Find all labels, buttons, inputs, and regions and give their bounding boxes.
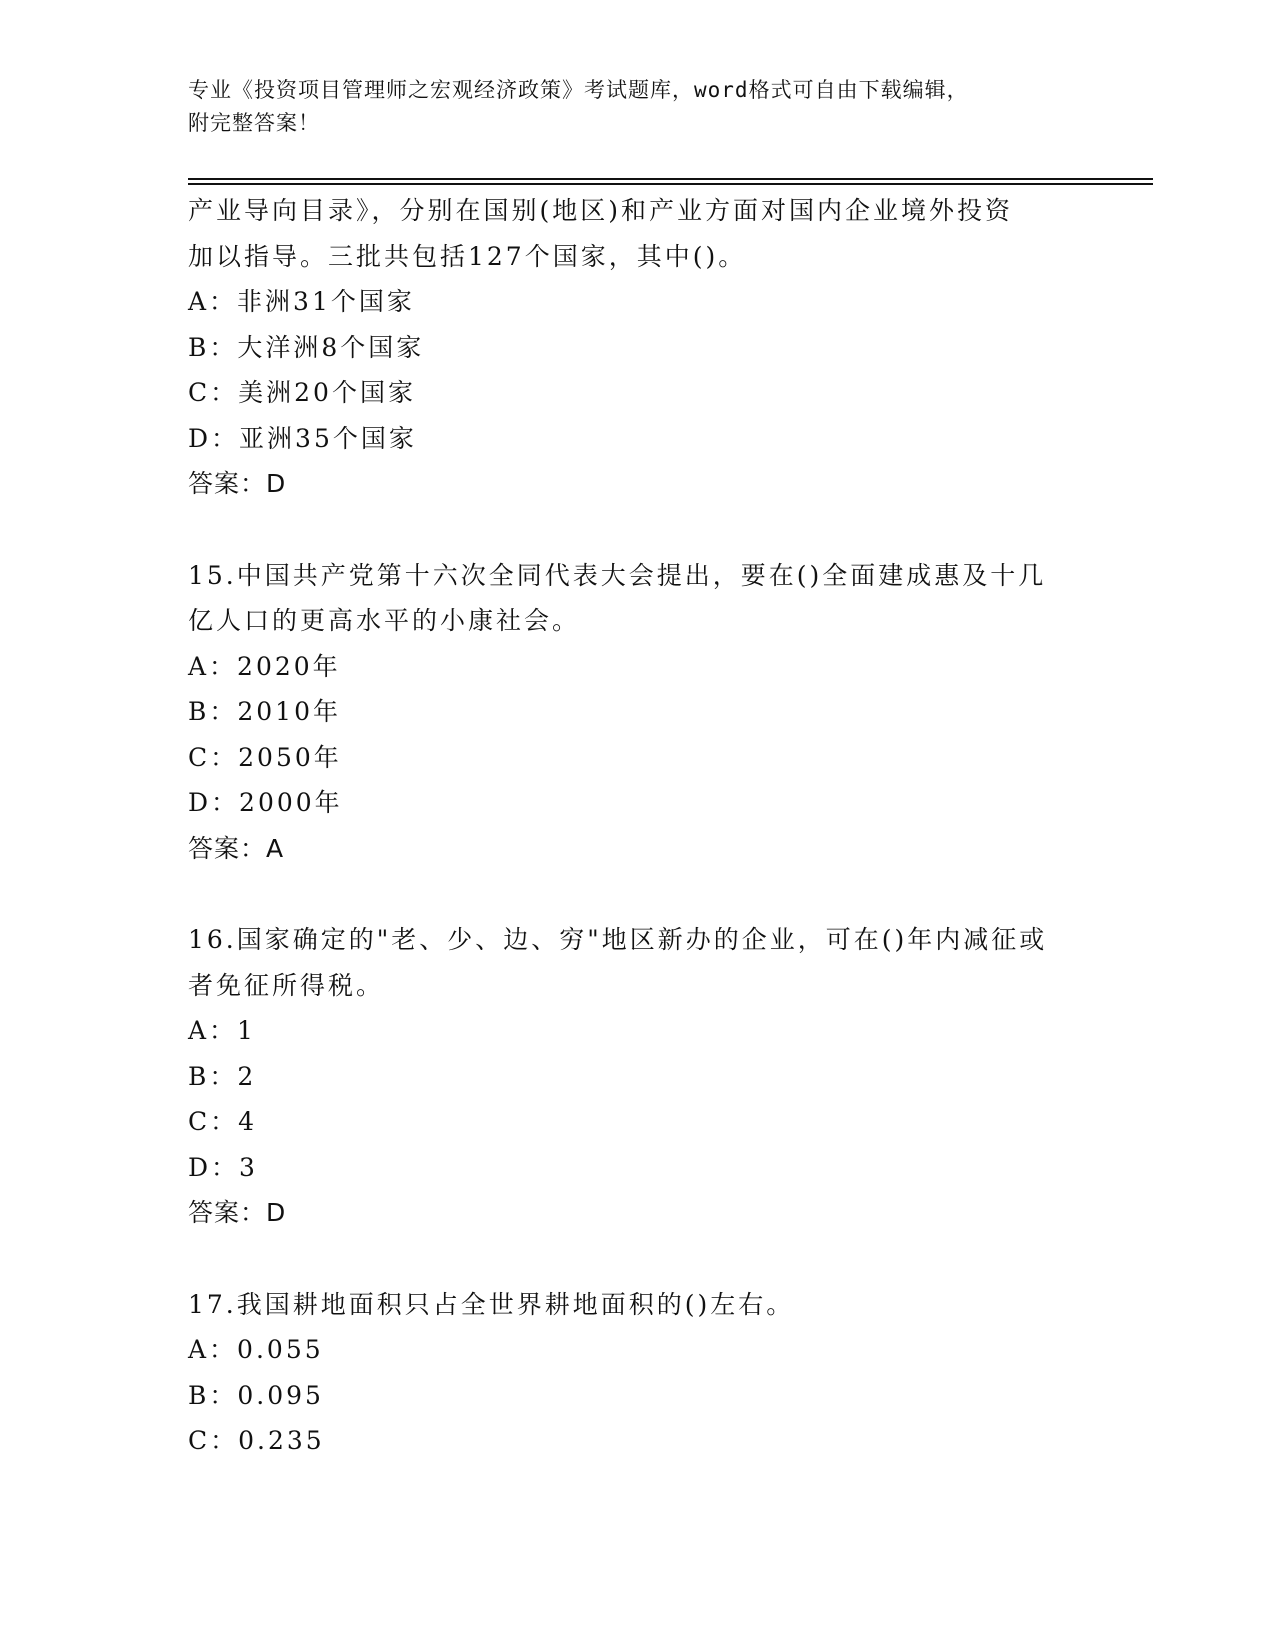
question-15 — [188, 553, 1088, 872]
option-d: D：3 — [188, 1152, 258, 1182]
question-stem: 者免征所得税。 — [188, 970, 385, 1000]
option-c: C：4 — [188, 1107, 258, 1136]
question-16 — [188, 917, 1088, 1236]
header-line-1: 专业《投资项目管理师之宏观经济政策》考试题库，word格式可自由下载编辑， — [188, 78, 969, 102]
option-b: B：0.095 — [188, 1380, 324, 1410]
option-b: B：2 — [188, 1061, 257, 1091]
option-c: C：2050年 — [188, 742, 342, 772]
option-c: C：0.235 — [188, 1426, 325, 1455]
question-stem: 17.我国耕地面积只占全世界耕地面积的()左右。 — [188, 1289, 795, 1319]
option-d: D：亚洲35个国家 — [188, 423, 417, 453]
option-a: A：0.055 — [188, 1335, 324, 1364]
answer-line: 答案：D — [188, 469, 287, 498]
question-stem: 16.国家确定的"老、少、边、穷"地区新办的企业，可在()年内减征或 — [188, 925, 1048, 954]
question-14 — [188, 188, 1088, 507]
header-line-2: 附完整答案！ — [188, 111, 320, 135]
option-c: C：美洲20个国家 — [188, 378, 416, 407]
answer-line: 答案：A — [188, 833, 285, 863]
option-a: A：1 — [188, 1016, 256, 1045]
option-b: B：2010年 — [188, 697, 341, 726]
header-divider-bottom — [188, 183, 1153, 185]
option-a: A：2020年 — [188, 651, 341, 681]
answer-line: 答案：D — [188, 1198, 287, 1227]
question-17 — [188, 1282, 1088, 1464]
question-stem: 15.中国共产党第十六次全同代表大会提出，要在()全面建成惠及十几 — [188, 560, 1047, 590]
spacer — [188, 507, 1088, 553]
option-d: D：2000年 — [188, 788, 343, 817]
option-b: B：大洋洲8个国家 — [188, 332, 425, 362]
document-header — [188, 74, 1088, 140]
question-list — [188, 188, 1088, 1464]
option-a: A：非洲31个国家 — [188, 287, 415, 316]
question-stem: 亿人口的更高水平的小康社会。 — [188, 606, 581, 635]
spacer — [188, 871, 1088, 917]
question-stem-continued: 产业导向目录》，分别在国别(地区)和产业方面对国内企业境外投资 — [188, 196, 1014, 225]
spacer — [188, 1236, 1088, 1282]
question-stem-continued: 加以指导。三批共包括127个国家，其中()。 — [188, 241, 747, 271]
header-divider-top — [188, 178, 1153, 180]
